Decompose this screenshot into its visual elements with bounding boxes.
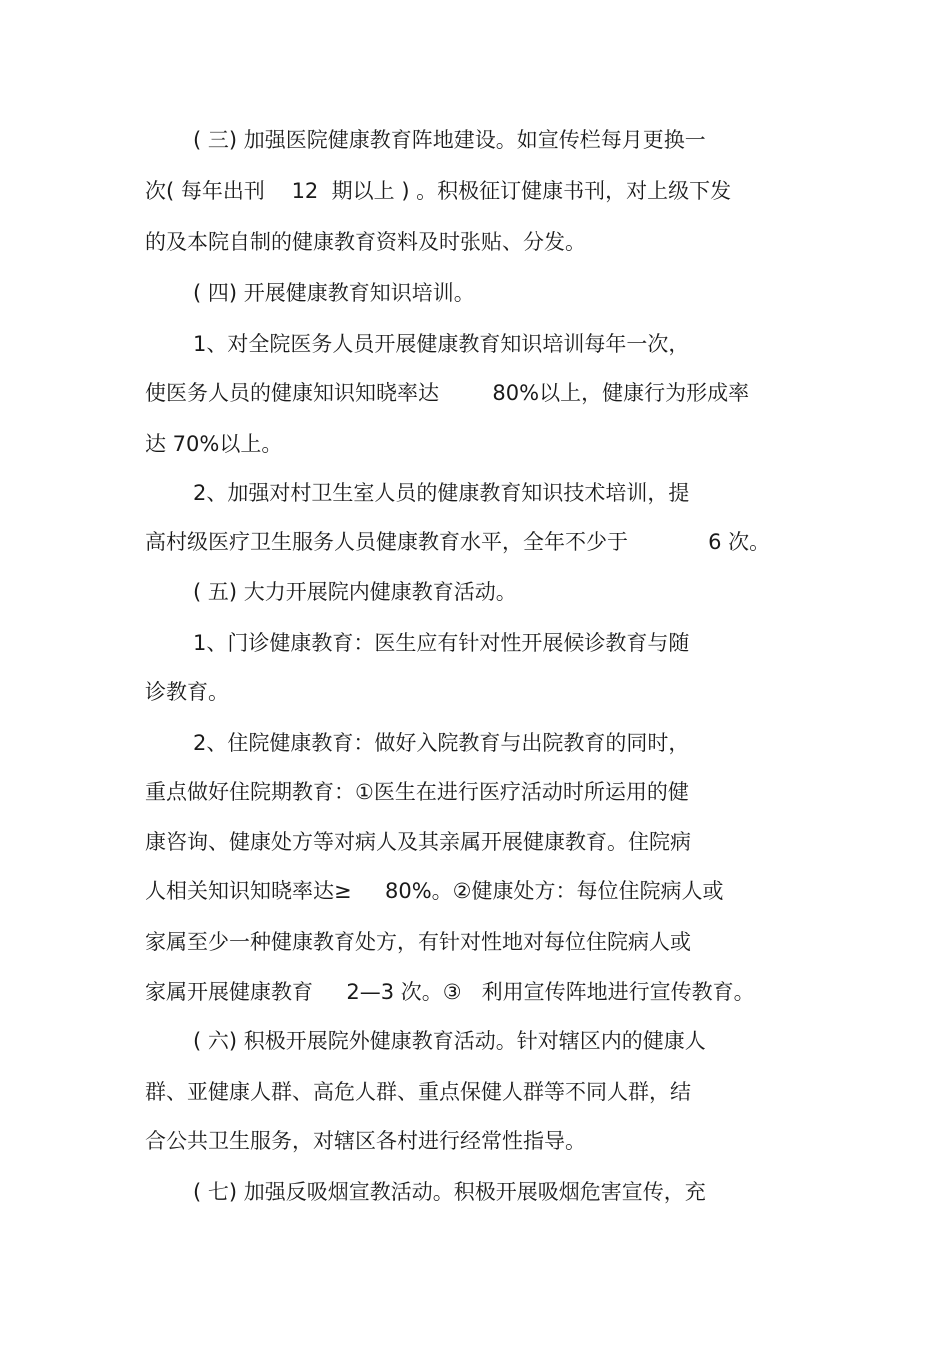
section-heading: ( 五) 大力开展院内健康教育活动。 [193, 580, 517, 604]
text-line: 诊教育。 [145, 680, 229, 704]
section-heading: ( 六) 积极开展院外健康教育活动。针对辖区内的健康人 [193, 1029, 706, 1053]
text-line: 高村级医疗卫生服务人员健康教育水平，全年不少于 6 次。 [145, 530, 771, 554]
section-heading: ( 七) 加强反吸烟宣教活动。积极开展吸烟危害宣传，充 [193, 1180, 706, 1204]
text-line: 1、对全院医务人员开展健康教育知识培训每年一次， [193, 332, 690, 356]
text-line: 的及本院自制的健康教育资料及时张贴、分发。 [145, 230, 586, 254]
text-line: 家属至少一种健康教育处方，有针对性地对每位住院病人或 [145, 930, 691, 954]
text-line: 次( 每年出刊 12 期以上 ) 。积极征订健康书刊，对上级下发 [145, 179, 732, 203]
text-line: 1、门诊健康教育：医生应有针对性开展候诊教育与随 [193, 631, 690, 655]
text-line: ( 三) 加强医院健康教育阵地建设。如宣传栏每月更换一 [193, 128, 706, 152]
text-line: 家属开展健康教育 2—3 次。③ 利用宣传阵地进行宣传教育。 [145, 980, 755, 1004]
text-line: 重点做好住院期教育：①医生在进行医疗活动时所运用的健 [145, 780, 689, 804]
section-heading: ( 四) 开展健康教育知识培训。 [193, 281, 475, 305]
text-line: 2、住院健康教育：做好入院教育与出院教育的同时， [193, 731, 690, 755]
text-line: 使医务人员的健康知识知晓率达 80%以上，健康行为形成率 [145, 381, 750, 405]
text-line: 人相关知识知晓率达≥ 80%。②健康处方：每位住院病人或 [145, 879, 724, 903]
text-line: 群、亚健康人群、高危人群、重点保健人群等不同人群，结 [145, 1080, 691, 1104]
text-line: 2、加强对村卫生室人员的健康教育知识技术培训，提 [193, 481, 690, 505]
text-line: 康咨询、健康处方等对病人及其亲属开展健康教育。住院病 [145, 830, 691, 854]
text-line: 达 70%以上。 [145, 432, 283, 456]
text-line: 合公共卫生服务，对辖区各村进行经常性指导。 [145, 1129, 586, 1153]
